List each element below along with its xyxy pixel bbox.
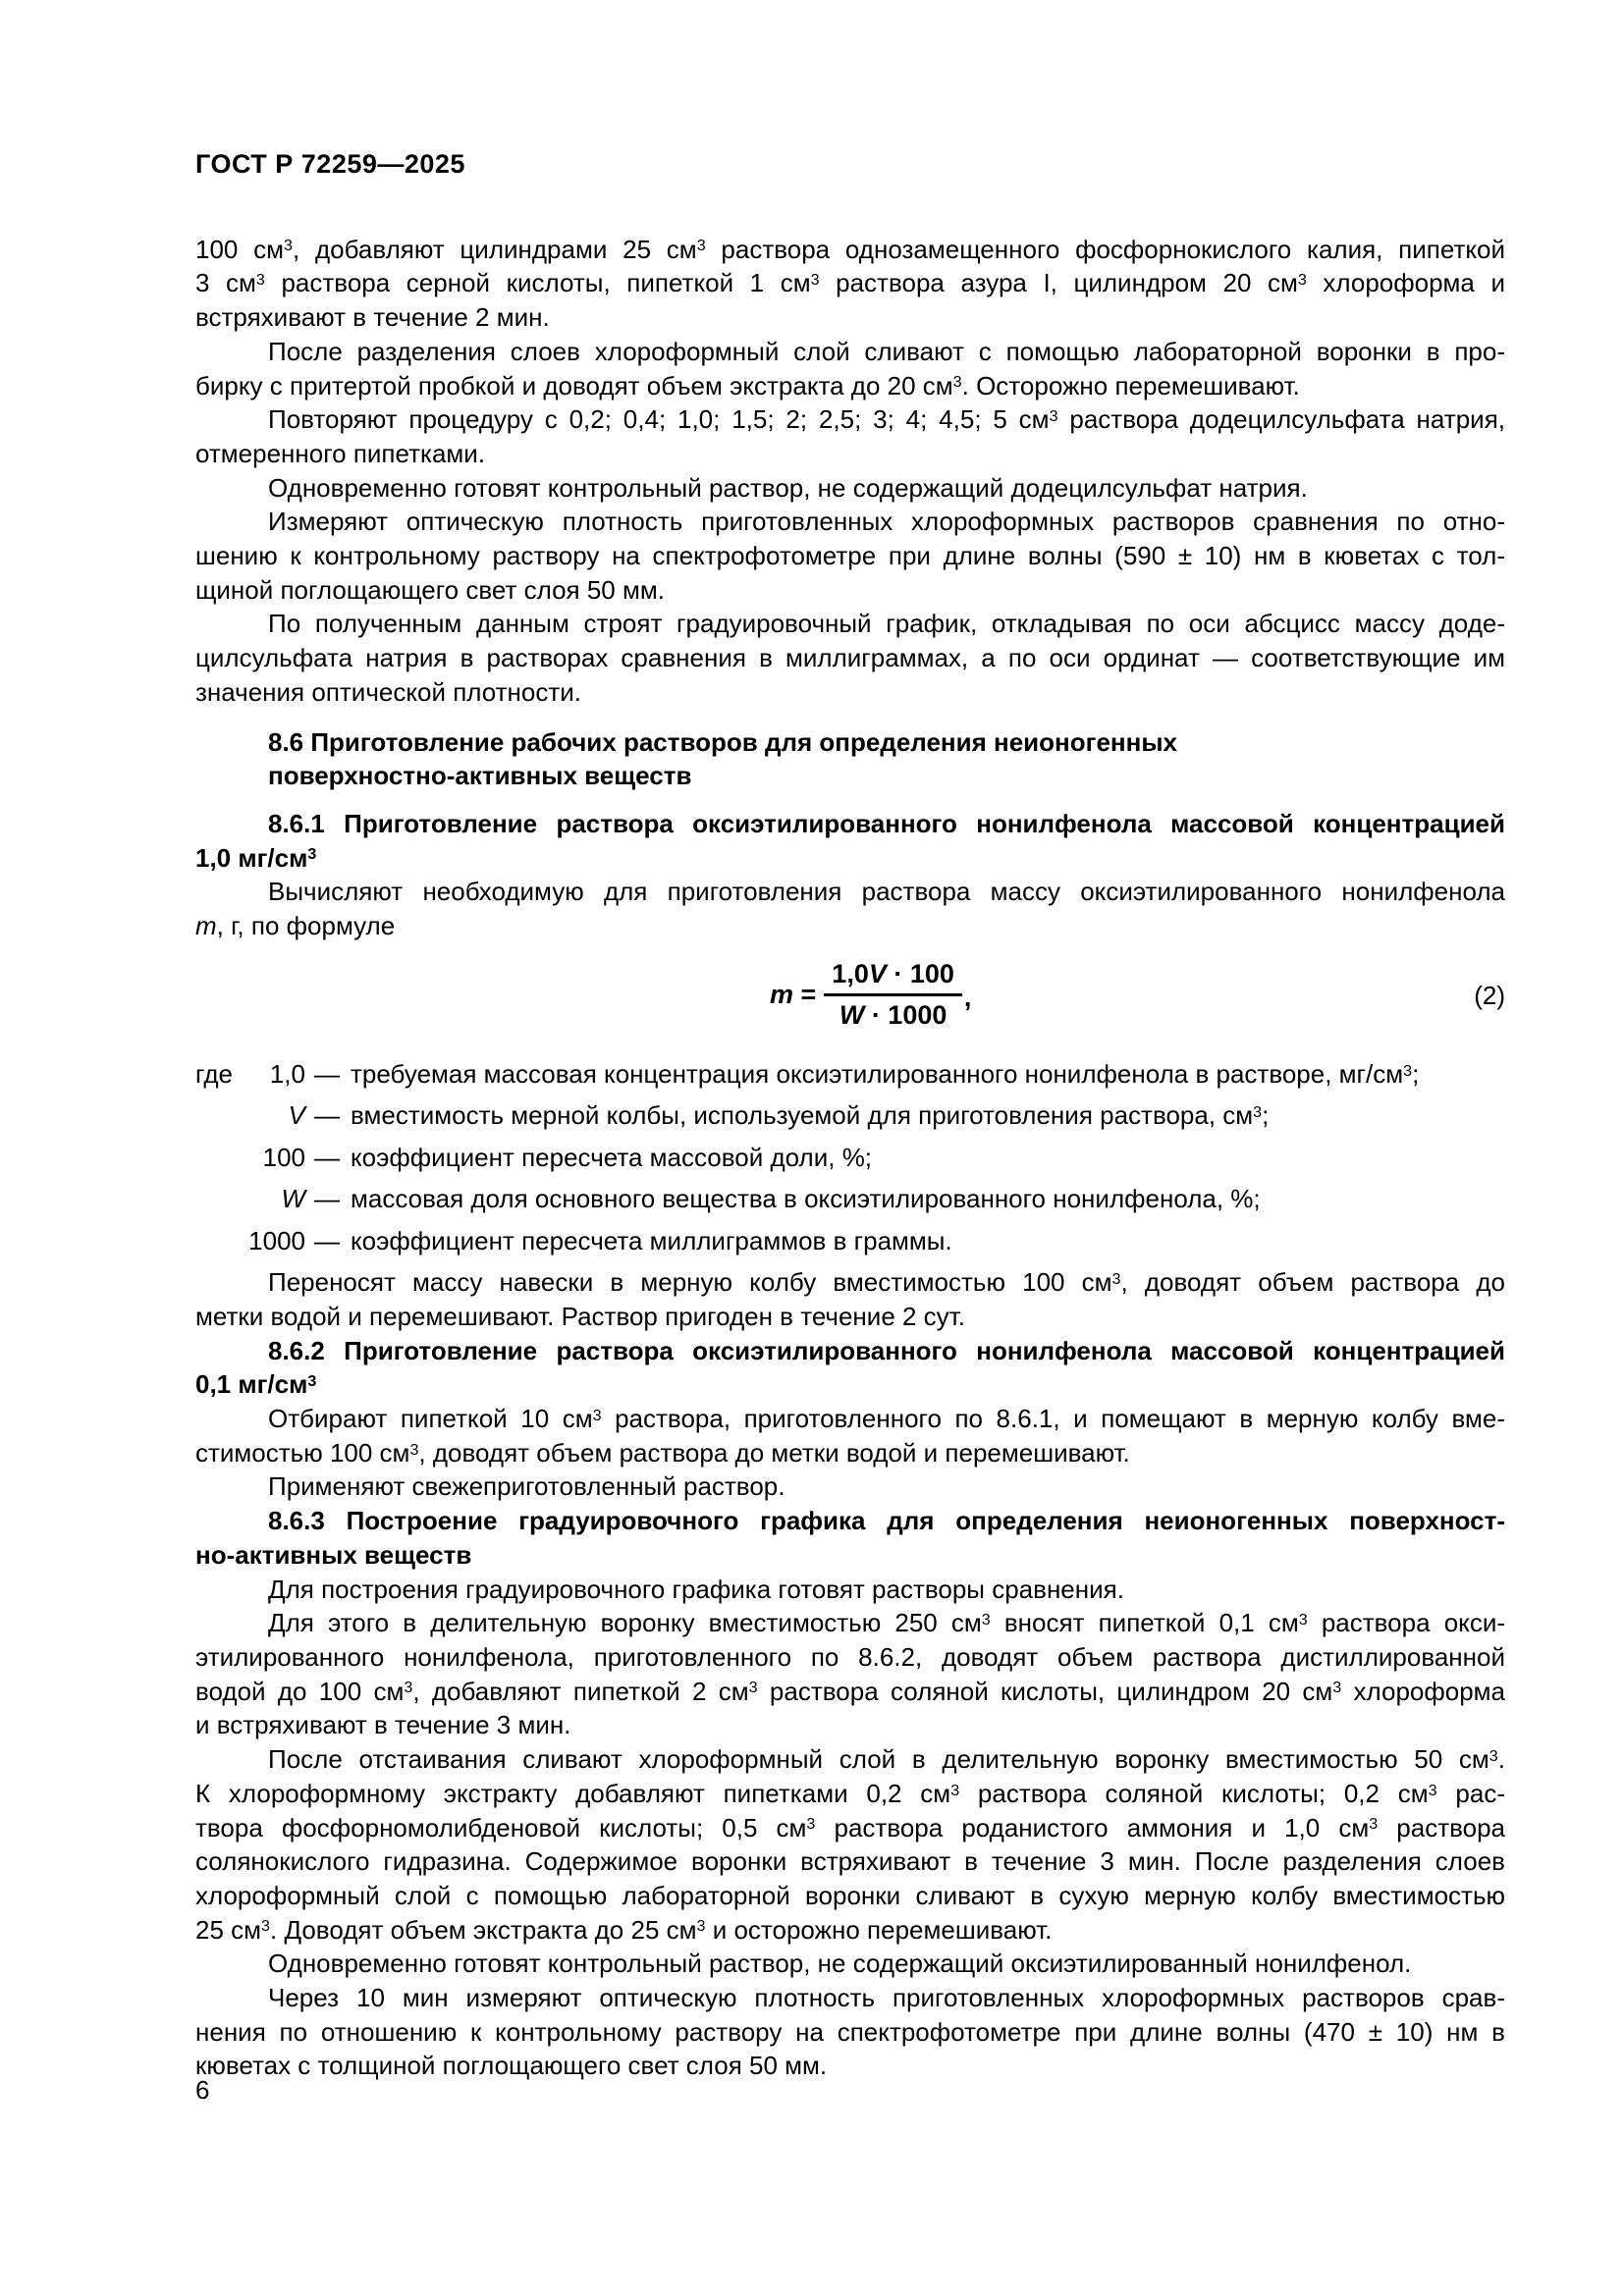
text-line: Одновременно готовят контрольный раствор, не содержащий додецилсульфат натрия. [268, 472, 1308, 503]
fraction [824, 959, 962, 1031]
text-line: твора фосфорномолибденовой кислоты; 0,5 $см^3$ раствора роданистого аммония и 1,0 $см^3$ раствора [195, 1812, 1505, 1842]
text-line: щиной поглощающего свет слоя 50 мм. [195, 574, 665, 605]
paragraph [195, 875, 1505, 942]
paragraph [195, 1606, 1505, 1742]
definition-dash: — [314, 1184, 340, 1214]
text-line: По полученным данным строят градуировочный график, откладывая по оси абсцисс массу доде- [268, 609, 1505, 639]
document-header: ГОСТ Р 72259—2025 [195, 149, 465, 179]
paragraph [195, 1573, 1505, 1607]
text-line: 8.6.2 Приготовление раствора оксиэтилированного нонилфенола массовой концентрацией [268, 1335, 1505, 1365]
definition-row [195, 1182, 1505, 1224]
definition-dash: — [314, 1142, 340, 1172]
paragraph [195, 335, 1505, 402]
text-line: Отбирают пипеткой 10 $см^3$ раствора, приготовленного по 8.6.1, и помещают в мерную колбу вме- [268, 1404, 1505, 1434]
text-line: Для построения градуировочного графика готовят растворы сравнения. [268, 1574, 1124, 1604]
text-line: Переносят массу навески в мерную колбу вместимостью 100 $см^3$, доводят объем раствора до [268, 1267, 1505, 1298]
text-line: цилсульфата натрия в растворах сравнения в миллиграммах, а по оси ординат — соответствующие им [195, 643, 1505, 673]
formula-lhs: m = [770, 979, 817, 1009]
formula-comma: , [963, 982, 972, 1012]
definition-symbol: V [288, 1100, 305, 1131]
definition-row [195, 1057, 1505, 1099]
paragraph [195, 1947, 1505, 1981]
text-line: бирку с притертой пробкой и доводят объем экстракта до 20 $см^3$. Осторожно перемешивают. [195, 370, 1300, 400]
document-body [195, 233, 1505, 2083]
text-line: 25 $см^3$. Доводят объем экстракта до 25 $см^3$ и осторожно перемешивают. [195, 1914, 1053, 1945]
text-line: 8.6.1 Приготовление раствора оксиэтилированного нонилфенола массовой концентрацией [268, 808, 1505, 838]
page-number: 6 [195, 2075, 210, 2105]
paragraph [195, 1469, 1505, 1504]
text-line: кюветах с толщиной поглощающего свет слоя 50 мм. [195, 2051, 828, 2081]
definition-text: вместимость мерной колбы, используемой для приготовления раствора, $см^3$; [351, 1100, 1270, 1131]
text-line: солянокислого гидразина. Содержимое воронки встряхивают в течение 3 мин. После разделения слоев [195, 1846, 1505, 1877]
definition-text: требуемая массовая концентрация оксиэтилированного нонилфенола в растворе, $мг/см^3$; [351, 1058, 1420, 1089]
definition-text: массовая доля основного вещества в оксиэтилированного нонилфенола, %; [351, 1184, 1261, 1214]
text-line: этилированного нонилфенола, приготовленного по 8.6.2, доводят объем раствора дистиллированной [195, 1642, 1505, 1672]
definition-term [195, 1141, 305, 1175]
definition-row [195, 1224, 1505, 1266]
equation-number: (2) [1474, 980, 1505, 1010]
text-line: отмеренного пипетками. [195, 438, 486, 468]
text-line: метки водой и перемешивают. Раствор пригоден в течение 2 сут. [195, 1301, 965, 1331]
definition-dash: — [314, 1100, 340, 1131]
definition-term [195, 1057, 305, 1092]
text-line: Повторяют процедуру с 0,2; 0,4; 1,0; 1,5; 2; 2,5; 3; 4; 4,5; 5 $см^3$ раствора додецилсульфата натрия, [268, 404, 1505, 435]
text-line: встряхивают в течение 2 мин. [195, 302, 550, 333]
section-heading [195, 807, 1505, 875]
text-line: и встряхивают в течение 3 мин. [195, 1710, 571, 1740]
paragraph [195, 1981, 1505, 2083]
text-line: значения оптической плотности. [195, 676, 582, 707]
text-line: 8.6 Приготовление рабочих растворов для определения неионогенных [268, 726, 1177, 757]
text-line: шению к контрольному раствору на спектрофотометре при длине волны (590 ± 10) нм в кюветах с тол- [195, 541, 1505, 571]
definition-list [195, 1057, 1505, 1266]
text-line: но-активных веществ [195, 1539, 472, 1570]
text-line: Измеряют оптическую плотность приготовленных хлороформных растворов сравнения по отно- [268, 507, 1505, 537]
text-line: После разделения слоев хлороформный слой сливают с помощью лабораторной воронки в про- [268, 336, 1505, 366]
definition-term [195, 1098, 305, 1133]
text-line: 1,0 $мг/см^3$ [195, 842, 317, 873]
text-line: После отстаивания сливают хлороформный слой в делительную воронку вместимостью 50 $см^3$. [268, 1744, 1505, 1775]
paragraph [195, 233, 1505, 335]
formula [770, 959, 971, 1031]
definition-term [195, 1224, 305, 1258]
paragraph [195, 607, 1505, 709]
text-line: нения по отношению к контрольному раствору на спектрофотометре при длине волны (470 ± 10) нм в [195, 2016, 1505, 2047]
text-line: поверхностно-активных веществ [268, 761, 692, 791]
paragraph [195, 505, 1505, 607]
definition-symbol: 1,0 [269, 1058, 305, 1089]
definition-dash: — [314, 1058, 340, 1089]
paragraph [195, 1742, 1505, 1947]
text-line: Для этого в делительную воронку вместимостью 250 $см^3$ вносят пипеткой 0,1 $см^3$ раствора окси- [268, 1608, 1506, 1638]
text-line: К хлороформному экстракту добавляют пипетками 0,2 $см^3$ раствора соляной кислоты; 0,2 $см^3$ рас- [195, 1778, 1505, 1808]
text-line: 3 $см^3$ раствора серной кислоты, пипеткой 1 $см^3$ раствора азура I, цилиндром 20 $см^3$ хлороформа и [195, 268, 1505, 298]
section-heading [195, 1504, 1505, 1572]
definition-term [195, 1182, 305, 1216]
definition-row [195, 1098, 1505, 1141]
formula-block [195, 955, 1505, 1049]
paragraph [195, 402, 1505, 470]
text-line: Одновременно готовят контрольный раствор, не содержащий оксиэтилированный нонилфенол. [268, 1949, 1412, 1979]
text-line: 8.6.3 Построение градуировочного графика для определения неионогенных поверхност- [268, 1506, 1505, 1536]
definition-dash: — [314, 1225, 340, 1255]
text-line: Через 10 мин измеряют оптическую плотность приготовленных хлороформных растворов срав- [268, 1983, 1505, 2013]
definition-text: коэффициент пересчета миллиграммов в граммы. [351, 1225, 952, 1255]
definition-prefix: где [195, 1058, 233, 1089]
text-line: Применяют свежеприготовленный раствор. [268, 1471, 785, 1502]
content-column [195, 147, 1505, 2083]
definition-symbol: 100 [262, 1142, 305, 1172]
text-line: Вычисляют необходимую для приготовления раствора массу оксиэтилированного нонилфенола [268, 877, 1505, 907]
text-line: m, г, по формуле [195, 911, 396, 941]
text-line: 100 $см^3$, добавляют цилиндрами 25 $см^3$ раствора однозамещенного фосфорнокислого калия, пипеткой [195, 234, 1506, 264]
definition-symbol: W [281, 1184, 305, 1214]
definition-text: коэффициент пересчета массовой доли, %; [351, 1142, 873, 1172]
paragraph [195, 471, 1505, 506]
text-line: 0,1 $мг/см^3$ [195, 1369, 317, 1400]
section-heading [195, 725, 1505, 793]
text-line: водой до 100 $см^3$, добавляют пипеткой 2 $см^3$ раствора соляной кислоты, цилиндром 20 $см^3$ хлороформа [195, 1676, 1506, 1706]
definition-symbol: 1000 [248, 1225, 305, 1255]
fraction-numerator: 1,0V · 100 [824, 959, 962, 996]
definition-row [195, 1141, 1505, 1183]
text-line: стимостью 100 $см^3$, доводят объем раствора до метки водой и перемешивают. [195, 1437, 1130, 1468]
fraction-denominator: W · 1000 [839, 999, 947, 1030]
text-line: хлороформный слой с помощью лабораторной воронки сливают в сухую мерную колбу вместимостью [195, 1880, 1505, 1910]
paragraph [195, 1402, 1505, 1469]
section-heading [195, 1334, 1505, 1402]
paragraph [195, 1265, 1505, 1333]
